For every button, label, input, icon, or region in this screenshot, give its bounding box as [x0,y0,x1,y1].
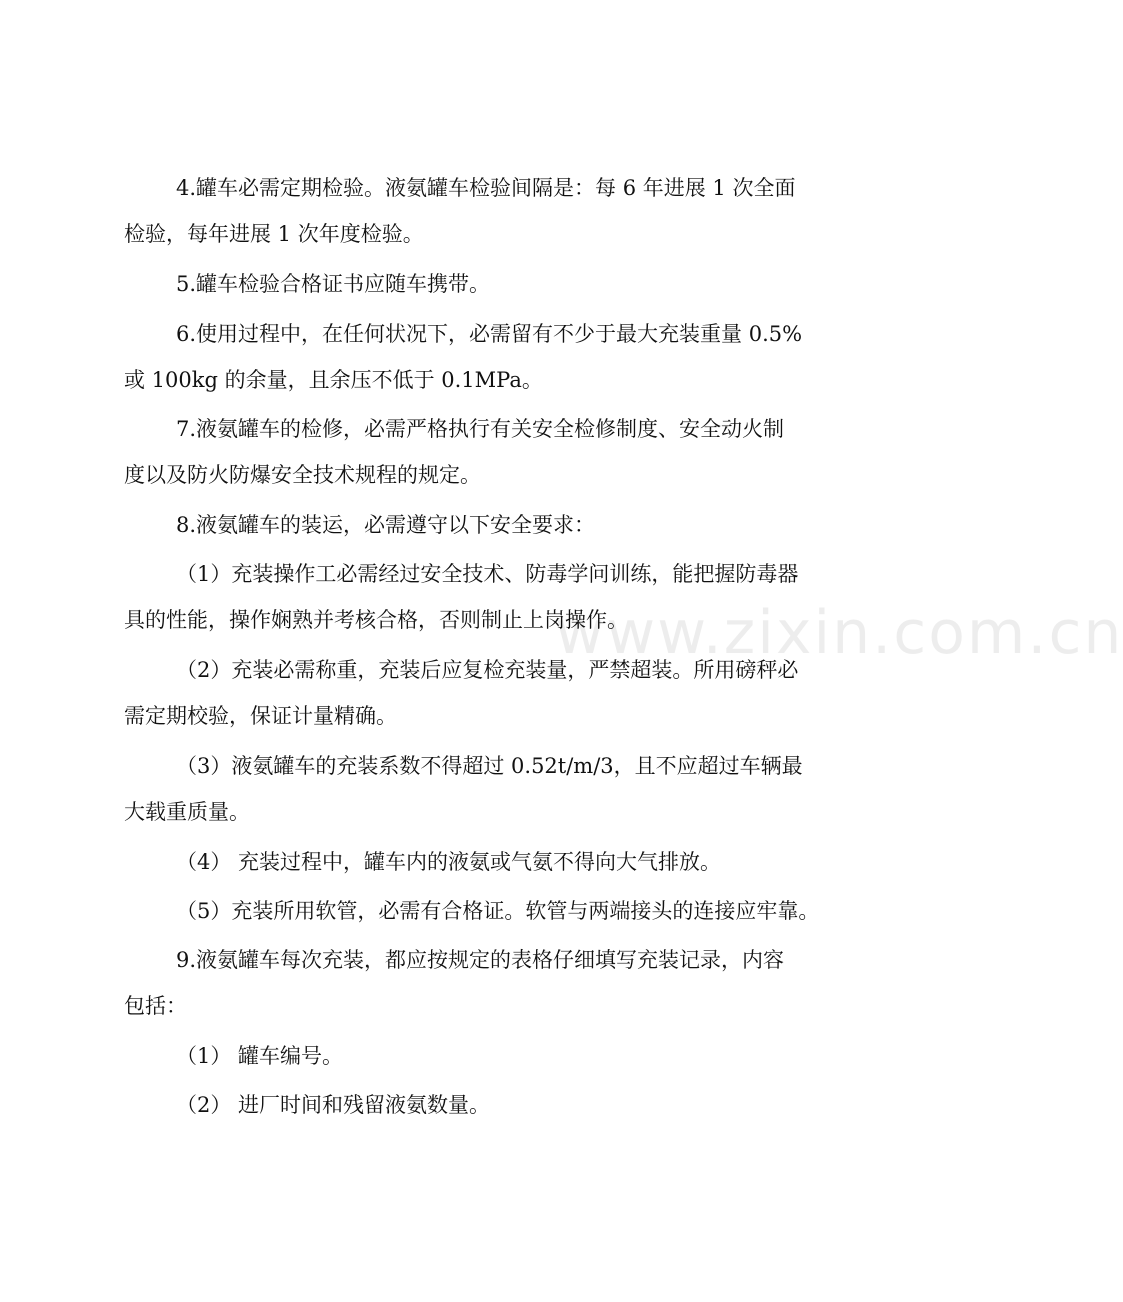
paragraph-9-line-1: 9.液氨罐车每次充装，都应按规定的表格仔细填写充装记录，内容 [176,948,785,972]
item-8-3-line-2: 大载重质量。 [124,800,250,824]
paragraph-7-line-2: 度以及防火防爆安全技术规程的规定。 [124,463,481,487]
paragraph-8-line-1: 8.液氨罐车的装运，必需遵守以下安全要求： [176,513,596,537]
paragraph-6-line-1: 6.使用过程中，在任何状况下，必需留有不少于最大充装重量 0.5% [176,322,803,346]
paragraph-4-line-2: 检验，每年进展 1 次年度检验。 [124,222,424,246]
item-8-5-line-1: （5）充装所用软管，必需有合格证。软管与两端接头的连接应牢靠。 [176,899,820,923]
item-9-2-line-1: （2） 进厂时间和残留液氨数量。 [176,1093,491,1117]
paragraph-6-line-2: 或 100kg 的余量，且余压不低于 0.1MPa。 [124,368,543,392]
watermark-text: www.zixin.com.cn [555,598,1123,668]
paragraph-7-line-1: 7.液氨罐车的检修，必需严格执行有关安全检修制度、安全动火制 [176,417,785,441]
item-8-3-line-1: （3）液氨罐车的充装系数不得超过 0.52t/m/3，且不应超过车辆最 [176,754,803,778]
item-9-1-line-1: （1） 罐车编号。 [176,1044,344,1068]
paragraph-5-line-1: 5.罐车检验合格证书应随车携带。 [176,272,491,296]
item-8-2-line-2: 需定期校验，保证计量精确。 [124,704,397,728]
item-8-2-line-1: （2）充装必需称重，充装后应复检充装量，严禁超装。所用磅秤必 [176,658,799,682]
paragraph-4-line-1: 4.罐车必需定期检验。液氨罐车检验间隔是：每 6 年进展 1 次全面 [176,176,796,200]
item-8-4-line-1: （4） 充装过程中，罐车内的液氨或气氨不得向大气排放。 [176,850,722,874]
item-8-1-line-2: 具的性能，操作娴熟并考核合格，否则制止上岗操作。 [124,608,628,632]
item-8-1-line-1: （1）充装操作工必需经过安全技术、防毒学问训练，能把握防毒器 [176,562,799,586]
paragraph-9-line-2: 包括： [124,994,187,1018]
